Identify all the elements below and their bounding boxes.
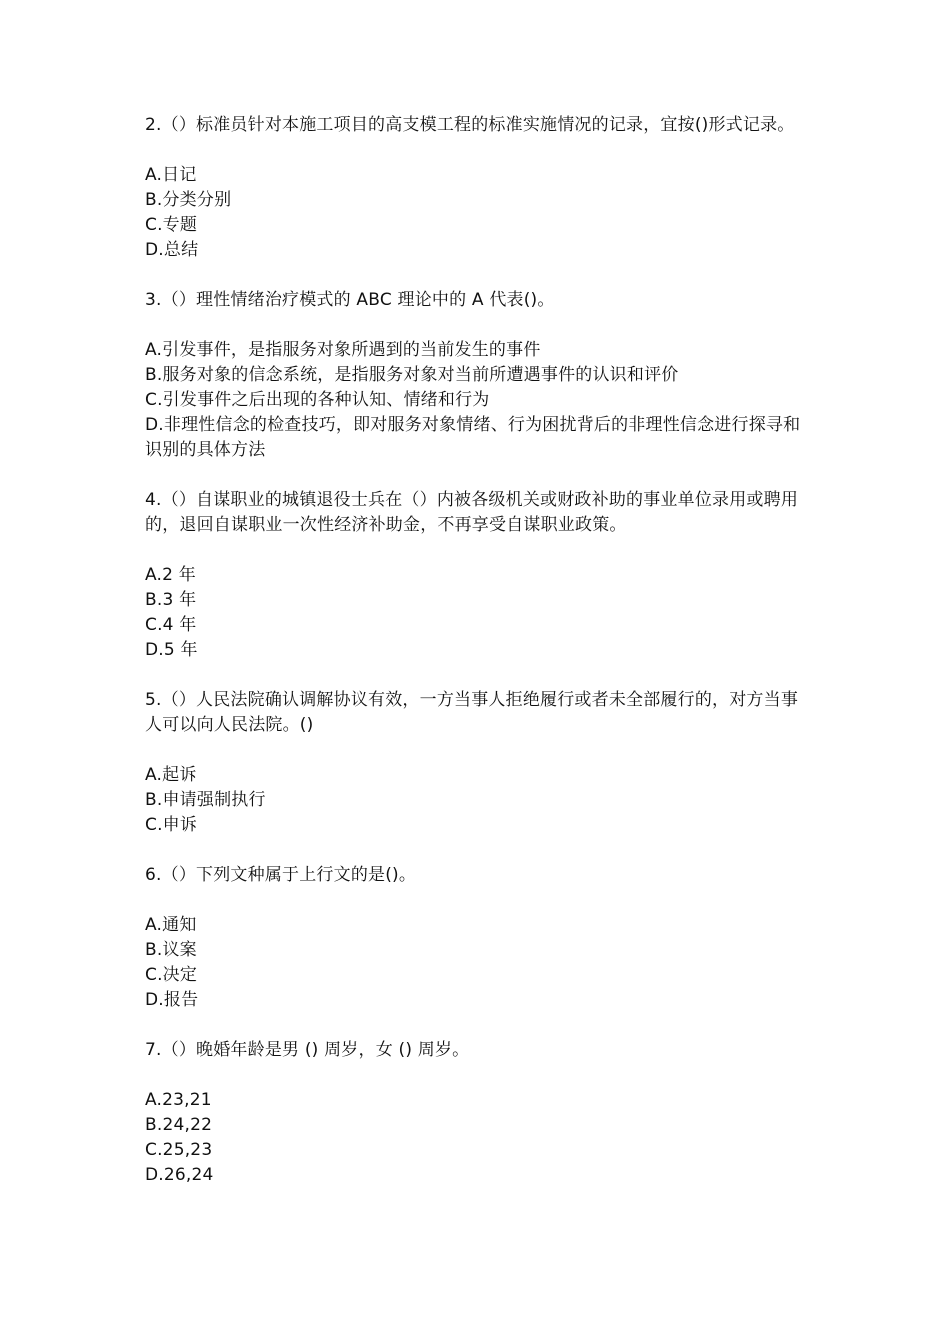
- question-4: [145, 488, 815, 663]
- question-5: [145, 688, 815, 838]
- question-text: 2.（）标准员针对本施工项目的高支模工程的标准实施情况的记录，宜按()形式记录。: [145, 115, 795, 135]
- option-d: D.非理性信念的检查技巧，即对服务对象情绪、行为困扰背后的非理性信念进行探寻和识别的具体方法: [145, 415, 801, 460]
- question-2: [145, 113, 815, 263]
- option-b: B.3 年: [145, 590, 197, 610]
- option-a: A.23,21: [145, 1090, 212, 1110]
- question-text: 5.（）人民法院确认调解协议有效，一方当事人拒绝履行或者未全部履行的，对方当事人可以向人民法院。(): [145, 690, 799, 735]
- question-3: [145, 288, 815, 463]
- option-b: B.申请强制执行: [145, 790, 266, 810]
- question-text: 7.（）晚婚年龄是男 () 周岁，女 () 周岁。: [145, 1040, 470, 1060]
- option-a: A.起诉: [145, 765, 197, 785]
- option-b: B.服务对象的信念系统，是指服务对象对当前所遭遇事件的认识和评价: [145, 365, 679, 385]
- option-c: C.25,23: [145, 1140, 213, 1160]
- document-page: [145, 113, 815, 1213]
- option-b: B.24,22: [145, 1115, 213, 1135]
- question-6: [145, 863, 815, 1013]
- option-b: B.分类分别: [145, 190, 232, 210]
- option-c: C.4 年: [145, 615, 197, 635]
- option-a: A.2 年: [145, 565, 196, 585]
- option-d: D.26,24: [145, 1165, 214, 1185]
- option-d: D.总结: [145, 240, 199, 260]
- question-text: 6.（）下列文种属于上行文的是()。: [145, 865, 417, 885]
- option-a: A.日记: [145, 165, 197, 185]
- option-a: A.引发事件，是指服务对象所遇到的当前发生的事件: [145, 340, 541, 360]
- option-c: C.引发事件之后出现的各种认知、情绪和行为: [145, 390, 490, 410]
- option-d: D.报告: [145, 990, 199, 1010]
- option-d: D.5 年: [145, 640, 198, 660]
- option-c: C.专题: [145, 215, 198, 235]
- option-b: B.议案: [145, 940, 197, 960]
- option-c: C.申诉: [145, 815, 198, 835]
- question-7: [145, 1038, 815, 1188]
- option-a: A.通知: [145, 915, 197, 935]
- option-c: C.决定: [145, 965, 198, 985]
- question-text: 4.（）自谋职业的城镇退役士兵在（）内被各级机关或财政补助的事业单位录用或聘用的，退回自谋职业一次性经济补助金，不再享受自谋职业政策。: [145, 490, 799, 535]
- question-text: 3.（）理性情绪治疗模式的 ABC 理论中的 A 代表()。: [145, 290, 555, 310]
